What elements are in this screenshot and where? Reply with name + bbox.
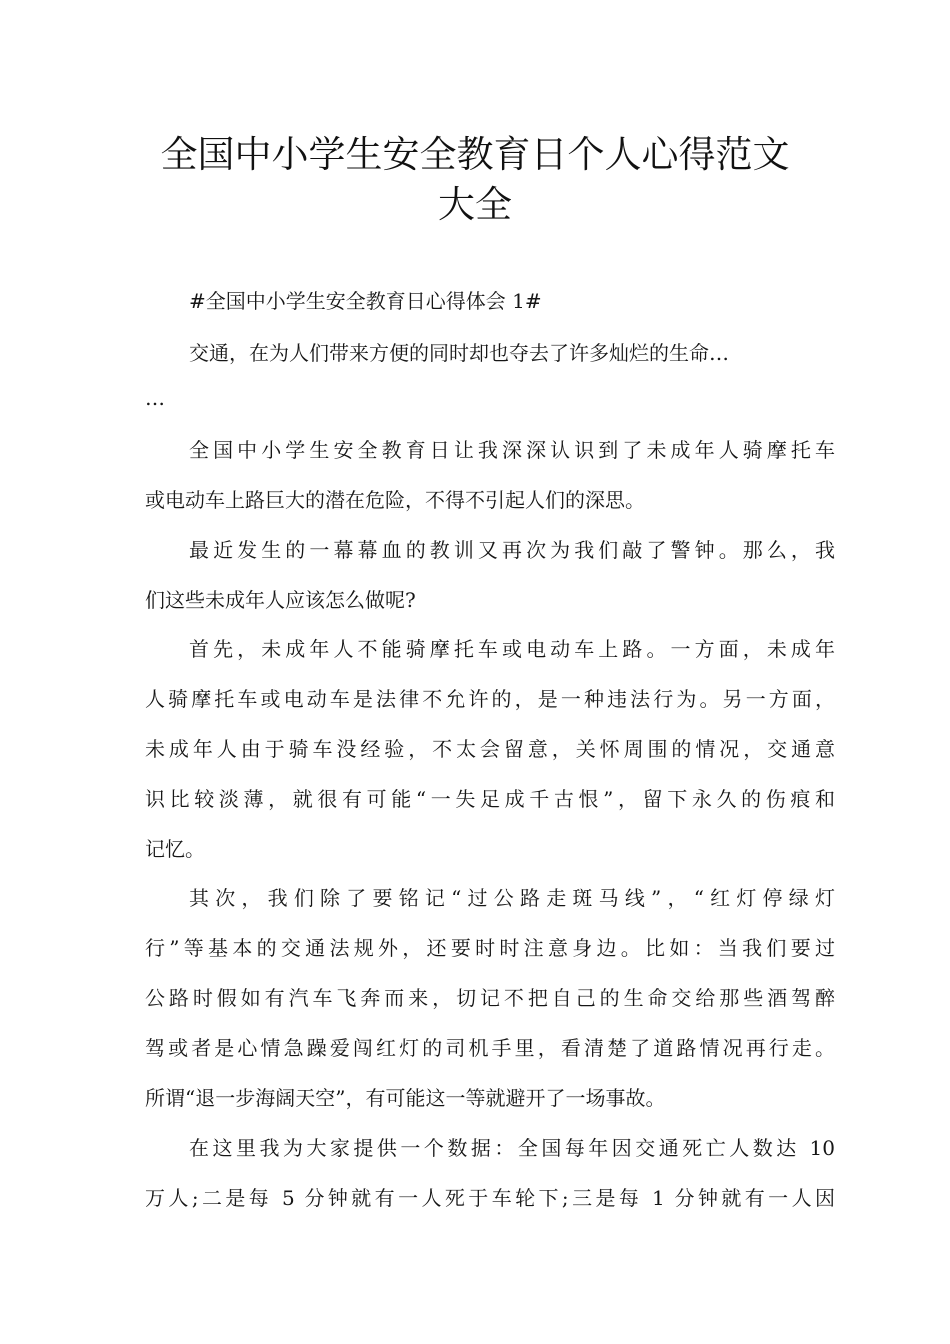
section-heading: #全国中小学生安全教育日心得体会 1# (189, 289, 542, 313)
paragraph-line: 首先，未成年人不能骑摩托车或电动车上路。一方面，未成年 (189, 637, 835, 661)
paragraph-line: 在这里我为大家提供一个数据：全国每年因交通死亡人数达 10 (189, 1136, 835, 1160)
document-title-line-2: 大全 (438, 183, 512, 226)
paragraph-line: 行”等基本的交通法规外，还要时时注意身边。比如：当我们要过 (145, 936, 835, 960)
paragraph-line: 记忆。 (145, 837, 205, 861)
paragraph-line: 所谓“退一步海阔天空”，有可能这一等就避开了一场事故。 (145, 1086, 666, 1110)
paragraph-line: 或电动车上路巨大的潜在危险，不得不引起人们的深思。 (145, 488, 645, 512)
document-title-line-1: 全国中小学生安全教育日个人心得范文 (160, 133, 790, 176)
paragraph-line: 交通，在为人们带来方便的同时却也夺去了许多灿烂的生命… (189, 341, 729, 365)
paragraph-line: 人骑摩托车或电动车是法律不允许的，是一种违法行为。另一方面， (145, 687, 835, 711)
paragraph-line: 最近发生的一幕幕血的教训又再次为我们敲了警钟。那么，我 (189, 538, 835, 562)
paragraph-line: 其次，我们除了要铭记“过公路走斑马线”，“红灯停绿灯 (189, 886, 835, 910)
paragraph-line: 公路时假如有汽车飞奔而来，切记不把自己的生命交给那些酒驾醉 (145, 986, 835, 1010)
paragraph-line: 未成年人由于骑车没经验，不太会留意，关怀周围的情况，交通意 (145, 737, 835, 761)
paragraph-line: 驾或者是心情急躁爱闯红灯的司机手里，看清楚了道路情况再行走。 (145, 1036, 835, 1060)
paragraph-line: 识比较淡薄，就很有可能“一失足成千古恨”，留下永久的伤痕和 (145, 787, 835, 811)
paragraph-line: 万人;二是每 5 分钟就有一人死于车轮下;三是每 1 分钟就有一人因 (145, 1186, 835, 1210)
paragraph-line: … (145, 386, 165, 410)
paragraph-line: 全国中小学生安全教育日让我深深认识到了未成年人骑摩托车 (189, 438, 835, 462)
paragraph-line: 们这些未成年人应该怎么做呢? (145, 588, 416, 612)
